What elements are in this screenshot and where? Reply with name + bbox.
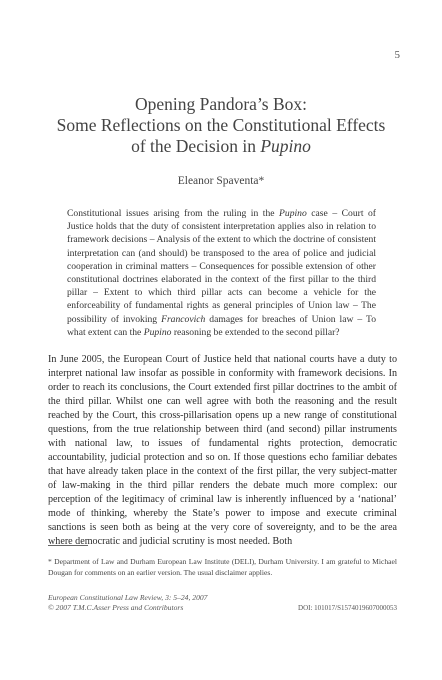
- abstract-part-2: case – Court of Justice holds that the duty of consistent interpretation applies also in relation to framework decisions – Analysis of the extent to which the doctrine of consistent interpretation can (and should) be transposed to the area of police and judicial cooperation in criminal matters – Consequences for possible extension of other constitutional doctrines elaborated in the context of the first pillar to the third pillar – Extent to which third pillar acts can become a vehicle for the enforceability of fundamental rights as general principles of Union law – The possibility of invoking: [67, 208, 376, 325]
- abstract-italic-3: Pupino: [143, 326, 172, 338]
- author-name: Eleanor Spaventa*: [177, 175, 265, 187]
- footnote-divider: [48, 545, 88, 546]
- abstract-part-4: reasoning be extended to the second pillar?: [171, 326, 340, 338]
- footer-row: [48, 603, 397, 613]
- title-line-3-text: of the Decision in: [131, 136, 261, 156]
- copyright-notice: © 2007 T.M.C.Asser Press and Contributors: [48, 603, 184, 612]
- title-line-3: [40, 136, 402, 157]
- journal-citation: European Constitutional Law Review, 3: 5–24, 2007: [48, 593, 208, 602]
- doi: DOI: 101017/S1574019607000053: [298, 604, 397, 612]
- body-paragraph: In June 2005, the European Court of Justice held that national courts have a duty to interpret national law insofar as possible in conformity with framework decisions. In order to reach its conclusions, the Court extended first pillar doctrines to the ambit of the third pillar. Whilst one can well agree with both the reasoning and the result reached by the Court, this cross-pillarisation opens up a new range of constitutional questions, from the true relationship between third (and second) pillar instruments with national law, to issues of fundamental rights protection, democratic accountability, judicial protection and so on. If those questions echo familiar debates that have already taken place in the context of the first pillar, the very subject-matter of law-making in the third pillar renders the debate much more complex: our perception of the legitimacy of criminal law is inherently influenced by a ‘national’ mode of thinking, whereby the State’s power to impose and execute criminal sanctions is seen both as being at the very core of sovereignty, and to be the area where democratic and judicial scrutiny is most needed. Both: [48, 354, 397, 547]
- footnote: * Department of Law and Durham European Law Institute (DELI), Durham University. I am grateful to Michael Dougan for comments on an earlier version. The usual disclaimer applies.: [48, 557, 397, 577]
- abstract-italic-2: Francovich: [161, 313, 206, 325]
- title-case-name: Pupino: [260, 136, 311, 156]
- abstract-part-3: damages for breaches of Union law – To what extent can the: [67, 313, 377, 338]
- abstract: [67, 207, 376, 339]
- page-footer: [48, 593, 397, 613]
- title-line-1: Opening Pandora’s Box:: [134, 94, 308, 114]
- page-number: 5: [394, 49, 400, 61]
- abstract-italic-1: Pupino: [279, 208, 307, 219]
- article-title: [40, 94, 402, 157]
- title-line-2: Some Reflections on the Constitutional Effects: [56, 115, 386, 135]
- abstract-part-1: Constitutional issues arising from the ruling in the: [67, 208, 280, 219]
